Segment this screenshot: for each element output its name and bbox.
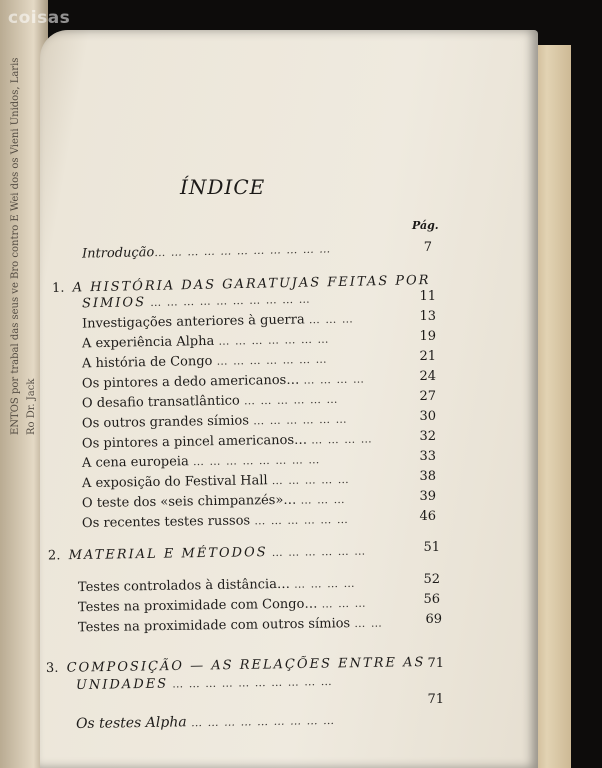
toc-page-number: 56 bbox=[423, 592, 440, 607]
toc-page-number: 27 bbox=[419, 389, 436, 404]
toc-page-number: 21 bbox=[419, 349, 436, 364]
page-column-header: Pág. bbox=[412, 219, 439, 232]
toc-entry: Investigações anteriores à guerra … … … bbox=[81, 312, 354, 332]
toc-page-number: 39 bbox=[419, 489, 436, 504]
toc-page-number: 46 bbox=[419, 509, 436, 524]
toc-entry: Os outros grandes símios … … … … … … bbox=[81, 412, 348, 432]
toc-page-number: 51 bbox=[423, 540, 440, 555]
toc-section-1: 1. A HISTÓRIA DAS GARATUJAS FEITAS POR bbox=[51, 273, 431, 296]
toc-page-number: 71 bbox=[427, 692, 444, 707]
page-title: ÍNDICE bbox=[180, 175, 266, 199]
toc-entry: Os pintores a dedo americanos… … … … … bbox=[81, 372, 366, 392]
toc-entry-introducao: Introdução… … … … … … … … … … … bbox=[81, 242, 332, 262]
toc-page-number: 7 bbox=[423, 240, 432, 255]
toc-page-number: 13 bbox=[419, 309, 436, 324]
toc-entry: O desafio transatlântico … … … … … … bbox=[81, 392, 339, 412]
toc-entry: O teste dos «seis chimpanzés»… … … … bbox=[81, 492, 346, 512]
toc-entry: Os pintores a pincel americanos… … … … … bbox=[81, 432, 373, 452]
toc-section-3: 3. COMPOSIÇÃO — AS RELAÇÕES ENTRE AS bbox=[45, 655, 426, 676]
left-page-text: ENTOS por trabal das seus ve Bro contro E Wei dos os Vieni Unidos, Laris Ro Dr. Jack bbox=[10, 57, 37, 435]
toc-entry: Testes controlados à distância… … … … … bbox=[77, 576, 356, 596]
toc-page-number: 19 bbox=[419, 329, 436, 344]
toc-page-number: 69 bbox=[425, 612, 442, 627]
toc-entry: A experiência Alpha … … … … … … … bbox=[81, 332, 330, 352]
toc-entry: A exposição do Festival Hall … … … … … bbox=[81, 472, 350, 492]
toc-entry-testes-alpha: Os testes Alpha … … … … … … … … … bbox=[75, 713, 336, 733]
toc-page-number: 30 bbox=[419, 409, 436, 424]
toc-entry: Os recentes testes russos … … … … … … bbox=[81, 512, 349, 532]
toc-page-number: 52 bbox=[423, 572, 440, 587]
toc-section-2: 2. MATERIAL E MÉTODOS … … … … … … bbox=[47, 544, 367, 564]
toc-page-number: 24 bbox=[419, 369, 436, 384]
toc-entry: Testes na proximidade com outros símios … … bbox=[77, 616, 383, 636]
watermark-logo: coisas bbox=[8, 8, 71, 28]
toc-entry-unidades: UNIDADES … … … … … … … … … … bbox=[75, 674, 333, 694]
toc-entry: A cena europeia … … … … … … … … bbox=[81, 453, 321, 471]
toc-page-number: 11 bbox=[419, 289, 436, 304]
toc-page-number: 32 bbox=[419, 429, 436, 444]
toc-page-number: 71 bbox=[427, 656, 444, 671]
toc-page-number: 33 bbox=[419, 449, 436, 464]
toc-entry: A história de Congo … … … … … … … bbox=[81, 352, 328, 372]
toc-page-number: 38 bbox=[419, 469, 436, 484]
toc-entry: Testes na proximidade com Congo… … … … bbox=[77, 596, 367, 616]
toc-entry-simios: SIMIOS … … … … … … … … … … bbox=[81, 292, 311, 312]
